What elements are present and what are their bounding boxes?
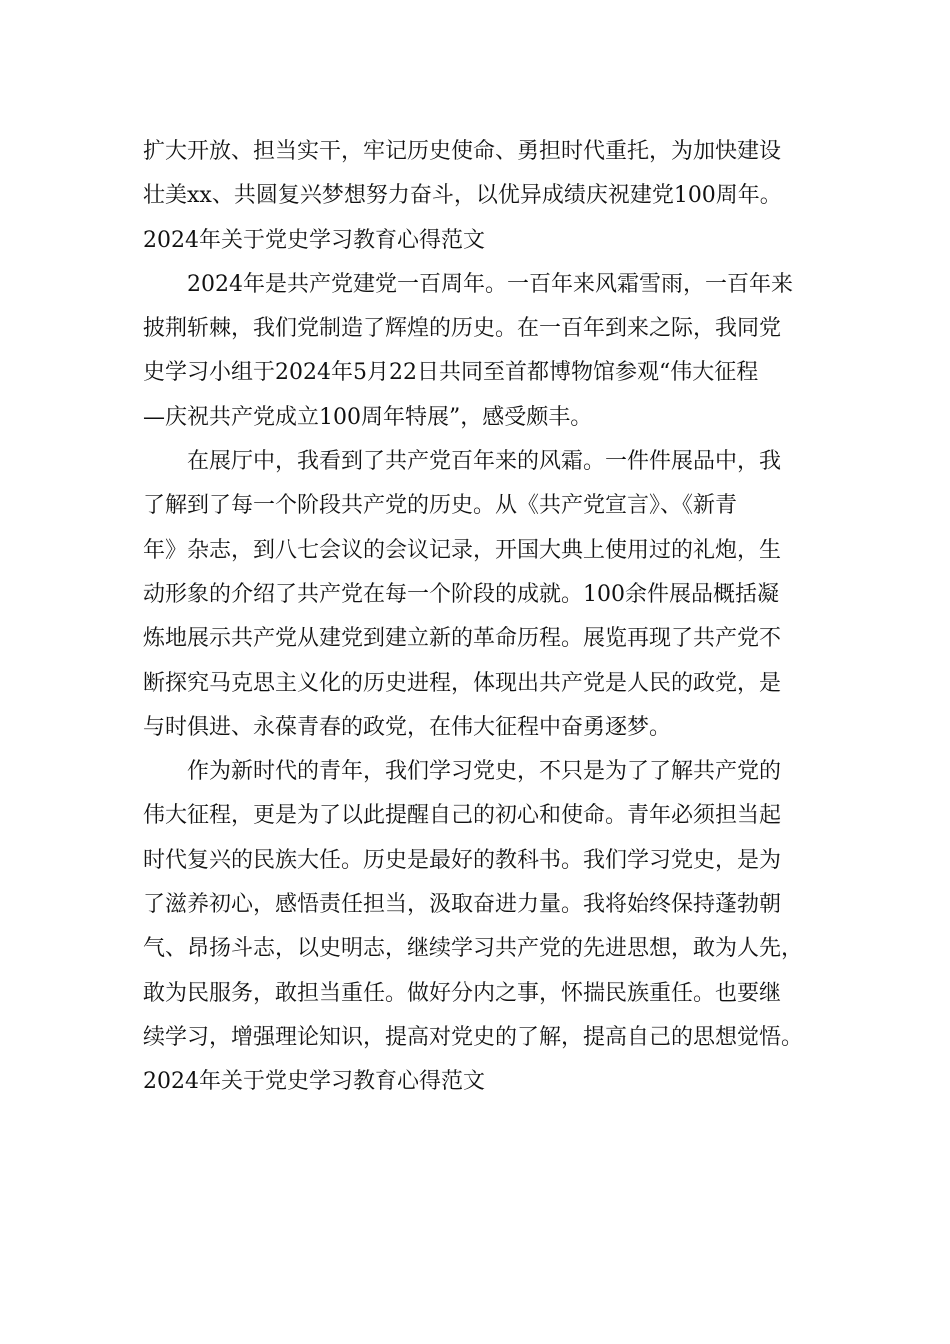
text-line: 了解到了每一个阶段共产党的历史。从《共产党宣言》、《新青 <box>143 493 738 519</box>
text-line: 与时俱进、永葆青春的政党，在伟大征程中奋勇逐梦。 <box>143 714 672 740</box>
text-line: 作为新时代的青年，我们学习党史，不只是为了了解共产党的 <box>187 759 782 785</box>
text-line: 敢为民服务，敢担当重任。做好分内之事，怀揣民族重任。也要继 <box>143 980 782 1006</box>
text-line: 壮美xx、共圆复兴梦想努力奋斗，以优异成绩庆祝建党100周年。 <box>143 183 782 209</box>
text-line: 年》杂志，到八七会议的会议记录，开国大典上使用过的礼炮，生 <box>143 537 782 563</box>
text-line: 气、昂扬斗志，以史明志，继续学习共产党的先进思想，敢为人先， <box>143 936 804 962</box>
document-body <box>143 130 833 1105</box>
text-line: 续学习，增强理论知识，提高对党史的了解，提高自己的思想觉悟。 <box>143 1024 804 1050</box>
text-line: —庆祝共产党成立100周年特展”，感受颇丰。 <box>143 404 593 430</box>
text-line: 炼地展示共产党从建党到建立新的革命历程。展览再现了共产党不 <box>143 626 782 652</box>
text-line: 了滋养初心，感悟责任担当，汲取奋进力量。我将始终保持蓬勃朝 <box>143 892 782 918</box>
text-line: 断探究马克思主义化的历史进程，体现出共产党是人民的政党，是 <box>143 670 782 696</box>
text-line: 动形象的介绍了共产党在每一个阶段的成就。100余件展品概括凝 <box>143 581 779 607</box>
text-line: 披荆斩棘，我们党制造了辉煌的历史。在一百年到来之际，我同党 <box>143 316 782 342</box>
text-line: 时代复兴的民族大任。历史是最好的教科书。我们学习党史，是为 <box>143 847 782 873</box>
text-line: 扩大开放、担当实干，牢记历史使命、勇担时代重托，为加快建设 <box>143 139 782 164</box>
text-line: 2024年关于党史学习教育心得范文 <box>143 1069 485 1095</box>
text-line: 伟大征程，更是为了以此提醒自己的初心和使命。青年必须担当起 <box>143 803 782 829</box>
text-line: 2024年关于党史学习教育心得范文 <box>143 227 485 253</box>
text-line: 史学习小组于2024年5月22日共同至首都博物馆参观“伟大征程 <box>143 360 759 386</box>
text-line: 2024年是共产党建党一百周年。一百年来风霜雪雨，一百年来 <box>187 271 793 297</box>
text-line: 在展厅中，我看到了共产党百年来的风霜。一件件展品中，我 <box>187 449 782 475</box>
